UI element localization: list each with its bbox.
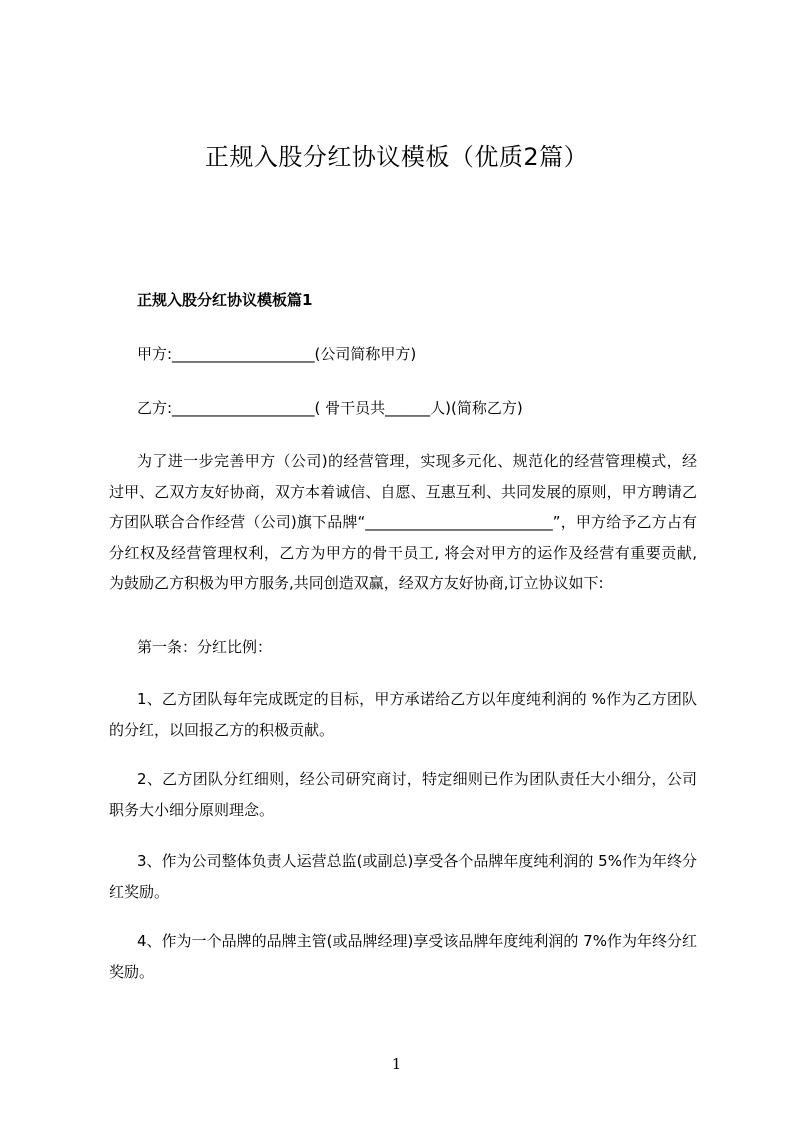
party-b-line: 乙方:___________________( 骨干员共______人)(简称乙方) <box>137 399 523 417</box>
section-heading: 正规入股分红协议模板篇1 <box>137 291 313 309</box>
article-1-heading: 第一条：分红比例： <box>137 638 273 656</box>
document-title: 正规入股分红协议模板（优质2篇） <box>204 143 589 171</box>
page-number: 1 <box>391 1055 402 1073</box>
clause-4: 4、作为一个品牌的品牌主管(或品牌经理)享受该品牌年度纯利润的 7%作为年终分红奖励。 <box>109 932 697 981</box>
intro-paragraph: 为了进一步完善甲方（公司)的经营管理，实现多元化、规范化的经营管理模式，经过甲、乙双方友好协商，双方本着诚信、自愿、互惠互利、共同发展的原则，甲方聘请乙方团队联合合作经营（公司)旗下品牌“_________________________”，甲方给予乙方占有分红权及经营管理权利，乙方为甲方的骨干员工, 将会对甲方的运作及经营有重要贡献, 为鼓励乙方积极为甲方服务,共同创造双赢，经双方友好协商,订立协议如下: <box>109 452 697 592</box>
party-a-line: 甲方:___________________(公司简称甲方) <box>137 345 417 363</box>
clause-1: 1、乙方团队每年完成既定的目标，甲方承诺给乙方以年度纯利润的 %作为乙方团队的分红，以回报乙方的积极贡献。 <box>109 690 697 739</box>
clause-3: 3、作为公司整体负责人运营总监(或副总)享受各个品牌年度纯利润的 5%作为年终分红奖励。 <box>109 852 697 901</box>
clause-2: 2、乙方团队分红细则，经公司研究商讨，特定细则已作为团队责任大小细分，公司职务大小细分原则理念。 <box>109 770 697 819</box>
